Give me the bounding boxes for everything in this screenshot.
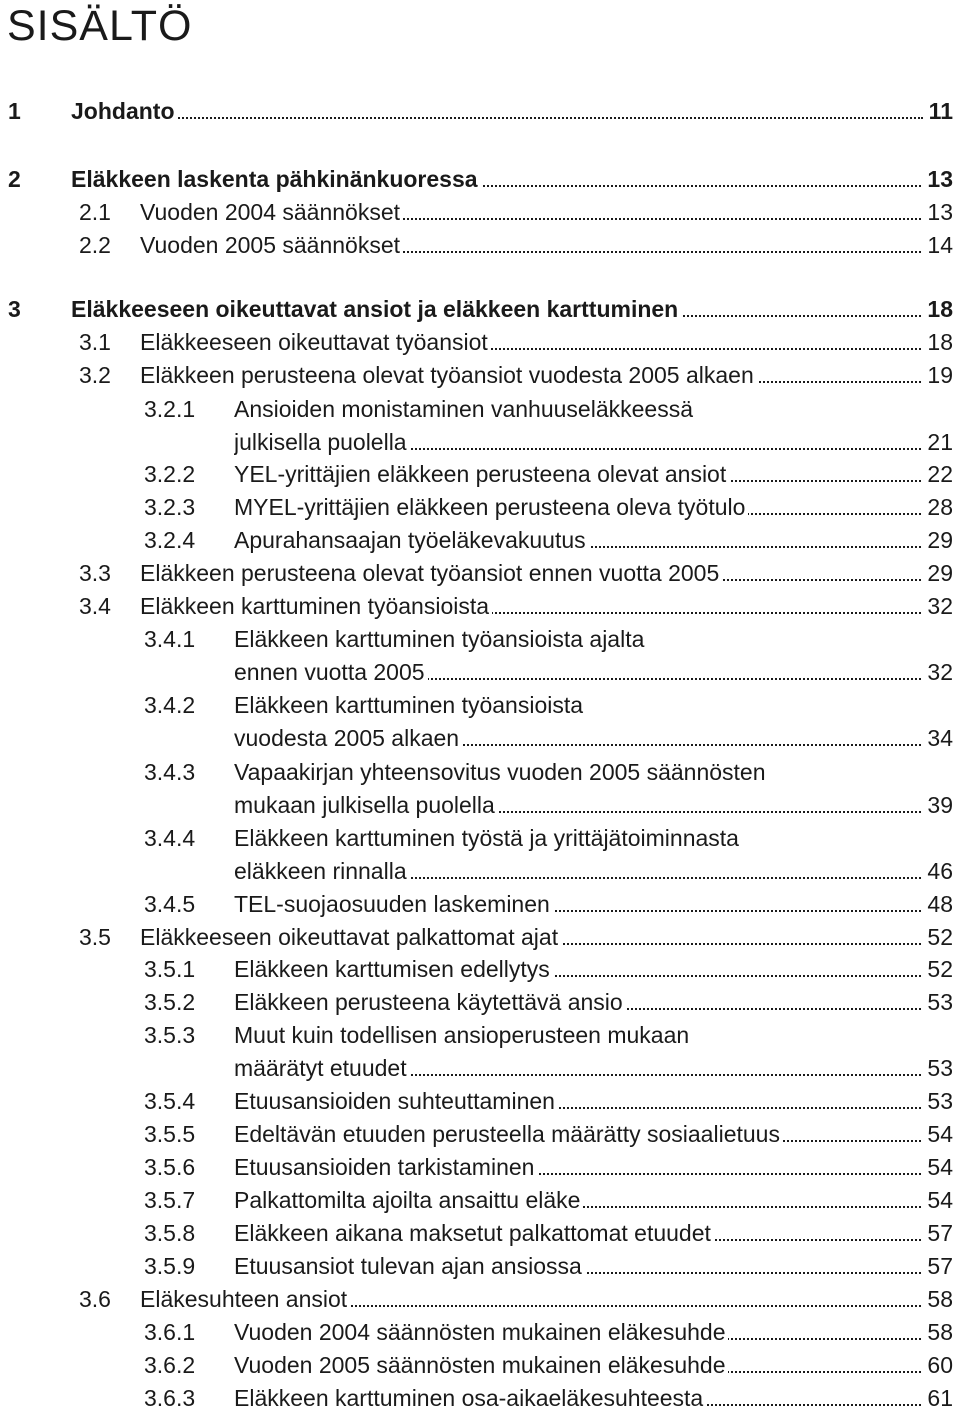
toc-entry <box>0 1217 960 1250</box>
toc-entry <box>0 855 960 888</box>
toc-entry-leader <box>234 524 921 557</box>
toc-entry-leader <box>234 393 696 426</box>
toc-entry <box>0 1085 960 1118</box>
toc-entry-number: 3.4.2 <box>144 692 196 718</box>
toc-entry <box>0 524 960 557</box>
toc-entry-title: TEL-suojaosuuden laskeminen <box>234 891 553 917</box>
toc-entry-leader <box>234 953 921 986</box>
toc-entry <box>0 196 960 229</box>
toc-entry-page: 32 <box>923 590 953 623</box>
toc-entry <box>0 1052 960 1085</box>
toc-entry <box>0 1151 960 1184</box>
toc-entry-leader <box>234 722 921 755</box>
toc-entry-title: eläkkeen rinnalla <box>234 858 410 884</box>
toc-entry-leader <box>71 95 923 128</box>
toc-entry-number: 3.5.3 <box>144 1022 196 1048</box>
toc-entry-page: 53 <box>923 1052 953 1085</box>
toc-entry-page: 57 <box>923 1250 953 1283</box>
toc-entry-leader <box>234 1052 921 1085</box>
dot-leader <box>71 117 923 119</box>
toc-entry-number: 3.2.1 <box>144 396 196 422</box>
toc-entry <box>0 656 960 689</box>
toc-entry-number: 3.3 <box>79 560 111 586</box>
toc-entry-page: 29 <box>923 524 953 557</box>
toc-entry <box>0 393 960 426</box>
toc-entry-leader <box>140 921 921 954</box>
toc-entry-number: 3.2 <box>79 362 111 388</box>
toc-entry-title: Eläkkeen karttuminen työansioista <box>234 692 586 718</box>
toc-entry-title: mukaan julkisella puolella <box>234 792 498 818</box>
toc-entry-page: 54 <box>923 1184 953 1217</box>
toc-entry-leader <box>140 557 921 590</box>
toc-entry-title: Vuoden 2005 säännökset <box>140 232 403 258</box>
toc-entry-leader <box>234 1151 921 1184</box>
toc-entry-page: 18 <box>923 293 953 326</box>
toc-entry-page: 29 <box>923 557 953 590</box>
toc-entry-number: 2 <box>8 166 21 192</box>
toc-entry-leader <box>140 1283 921 1316</box>
toc-entry-leader <box>234 458 921 491</box>
toc-entry-page: 52 <box>923 953 953 986</box>
toc-entry-leader <box>234 888 921 921</box>
toc-entry <box>0 722 960 755</box>
toc-entry-title: MYEL-yrittäjien eläkkeen perusteena oleva työtulo <box>234 494 748 520</box>
toc-entry-title: Etuusansioiden suhteuttaminen <box>234 1088 558 1114</box>
toc-entry-leader <box>71 293 921 326</box>
toc-entry <box>0 229 960 262</box>
page-title: SISÄLTÖ <box>7 2 193 50</box>
toc-entry-title: vuodesta 2005 alkaen <box>234 725 462 751</box>
toc-entry <box>0 1250 960 1283</box>
toc-entry-leader <box>234 756 769 789</box>
toc-entry-title: Eläkkeen laskenta pähkinänkuoressa <box>71 166 481 192</box>
toc-entry-title: Eläkkeen perusteena olevat työansiot vuodesta 2005 alkaen <box>140 362 757 388</box>
toc-entry <box>0 326 960 359</box>
toc-entry-number: 3.6.2 <box>144 1352 196 1378</box>
toc-entry <box>0 1019 960 1052</box>
toc-entry-page: 52 <box>923 921 953 954</box>
toc-entry-leader <box>234 1184 921 1217</box>
toc-entry-title: Vuoden 2004 säännösten mukainen eläkesuhde <box>234 1319 728 1345</box>
toc-entry <box>0 1283 960 1316</box>
toc-entry-title: Etuusansioiden tarkistaminen <box>234 1154 537 1180</box>
toc-entry-number: 1 <box>8 98 21 124</box>
toc-entry-page: 13 <box>923 196 953 229</box>
toc-entry-number: 3.4.4 <box>144 825 196 851</box>
toc-entry-title: Edeltävän etuuden perusteella määrätty sosiaalietuus <box>234 1121 783 1147</box>
toc-entry-title: Eläkkeen karttumisen edellytys <box>234 956 553 982</box>
toc-entry <box>0 1349 960 1382</box>
toc-entry-page: 13 <box>923 163 953 196</box>
toc-entry <box>0 426 960 459</box>
toc-entry <box>0 458 960 491</box>
toc-entry-page: 28 <box>923 491 953 524</box>
toc-entry-page: 57 <box>923 1217 953 1250</box>
toc-entry-title: Etuusansiot tulevan ajan ansiossa <box>234 1253 585 1279</box>
toc-entry-leader <box>234 1118 921 1151</box>
toc-entry <box>0 359 960 392</box>
toc-entry-title: Eläkkeeseen oikeuttavat palkattomat ajat <box>140 924 561 950</box>
toc-entry <box>0 888 960 921</box>
toc-entry-page: 32 <box>923 656 953 689</box>
toc-entry <box>0 95 960 128</box>
toc-entry <box>0 623 960 656</box>
toc-entry-page: 54 <box>923 1151 953 1184</box>
toc-entry-title: Palkattomilta ajoilta ansaittu eläke <box>234 1187 583 1213</box>
toc-entry-title: Ansioiden monistaminen vanhuuseläkkeessä <box>234 396 696 422</box>
toc-entry-number: 3.5.7 <box>144 1187 196 1213</box>
toc-entry-title: Eläkkeeseen oikeuttavat ansiot ja eläkkeen karttuminen <box>71 296 681 322</box>
toc-entry-leader <box>234 1349 921 1382</box>
toc-entry-number: 3.2.3 <box>144 494 196 520</box>
toc-entry <box>0 590 960 623</box>
toc-entry-leader <box>71 163 921 196</box>
toc-entry-title: Vapaakirjan yhteensovitus vuoden 2005 säännösten <box>234 759 769 785</box>
toc-entry-title: Eläkkeen perusteena olevat työansiot ennen vuotta 2005 <box>140 560 722 586</box>
toc-entry-leader <box>140 590 921 623</box>
toc-entry-page: 14 <box>923 229 953 262</box>
toc-entry-page: 58 <box>923 1283 953 1316</box>
toc-entry-page: 46 <box>923 855 953 888</box>
toc-entry-page: 11 <box>925 95 953 128</box>
toc-entry-number: 3.6.3 <box>144 1385 196 1411</box>
toc-entry-leader <box>140 326 921 359</box>
toc-entry-page: 21 <box>923 426 953 459</box>
toc-entry-leader <box>140 196 921 229</box>
toc-entry-title: ennen vuotta 2005 <box>234 659 428 685</box>
toc-entry-title: Eläkkeen aikana maksetut palkattomat etuudet <box>234 1220 714 1246</box>
toc-entry-title: Vuoden 2005 säännösten mukainen eläkesuhde <box>234 1352 728 1378</box>
toc-entry-leader <box>234 656 921 689</box>
toc-entry-leader <box>234 1085 921 1118</box>
toc-entry-number: 3.5.9 <box>144 1253 196 1279</box>
toc-entry-leader <box>140 229 921 262</box>
toc-entry-number: 3.5.1 <box>144 956 196 982</box>
toc-entry-title: Eläkkeen karttuminen osa-aikaeläkesuhteesta <box>234 1385 706 1411</box>
toc-entry-page: 58 <box>923 1316 953 1349</box>
toc-entry-page: 48 <box>923 888 953 921</box>
toc-entry-leader <box>234 426 921 459</box>
toc-entry-number: 3.4.5 <box>144 891 196 917</box>
toc-entry-title: Eläkkeen karttuminen työstä ja yrittäjätoiminnasta <box>234 825 742 851</box>
toc-entry-leader <box>234 789 921 822</box>
toc-entry-page: 19 <box>923 359 953 392</box>
toc-entry-leader <box>234 1382 921 1415</box>
toc-entry <box>0 756 960 789</box>
toc-entry-number: 3.5.4 <box>144 1088 196 1114</box>
toc-entry-number: 3.4.3 <box>144 759 196 785</box>
toc-entry-number: 3.5.8 <box>144 1220 196 1246</box>
toc-entry-page: 54 <box>923 1118 953 1151</box>
toc-entry <box>0 822 960 855</box>
toc-entry-title: YEL-yrittäjien eläkkeen perusteena olevat ansiot <box>234 461 729 487</box>
toc-entry-number: 2.2 <box>79 232 111 258</box>
toc-entry-title: Muut kuin todellisen ansioperusteen mukaan <box>234 1022 692 1048</box>
toc-entry <box>0 1316 960 1349</box>
toc-entry <box>0 689 960 722</box>
toc-entry-leader <box>234 1316 921 1349</box>
toc-entry <box>0 293 960 326</box>
toc-entry-number: 3.5 <box>79 924 111 950</box>
toc-entry-title: Apurahansaajan työeläkevakuutus <box>234 527 589 553</box>
toc-entry <box>0 953 960 986</box>
toc-entry <box>0 491 960 524</box>
toc-entry-title: Eläkkeen karttuminen työansioista ajalta <box>234 626 647 652</box>
toc-entry-page: 18 <box>923 326 953 359</box>
toc-entry-number: 2.1 <box>79 199 111 225</box>
toc-entry-leader <box>140 359 921 392</box>
toc-entry-number: 3.5.2 <box>144 989 196 1015</box>
toc-entry-page: 34 <box>923 722 953 755</box>
toc-entry-number: 3.4 <box>79 593 111 619</box>
toc-entry-page: 61 <box>923 1382 953 1415</box>
toc-entry-page: 53 <box>923 1085 953 1118</box>
toc-entry <box>0 921 960 954</box>
toc-entry <box>0 789 960 822</box>
toc-entry-leader <box>234 986 921 1019</box>
toc-entry-number: 3.2.2 <box>144 461 196 487</box>
toc-entry-title: Vuoden 2004 säännökset <box>140 199 403 225</box>
toc-entry-page: 22 <box>923 458 953 491</box>
toc-entry-page: 39 <box>923 789 953 822</box>
toc-entry-number: 3.5.6 <box>144 1154 196 1180</box>
toc-entry <box>0 163 960 196</box>
toc-entry-leader <box>234 1217 921 1250</box>
toc-entry-title: määrätyt etuudet <box>234 1055 410 1081</box>
toc-entry-number: 3.5.5 <box>144 1121 196 1147</box>
toc-entry-title: julkisella puolella <box>234 429 410 455</box>
toc-entry-leader <box>234 855 921 888</box>
toc-entry-leader <box>234 1019 692 1052</box>
toc-entry <box>0 1118 960 1151</box>
toc-entry-leader <box>234 491 921 524</box>
toc-entry-leader <box>234 689 586 722</box>
toc-entry-number: 3 <box>8 296 21 322</box>
toc-entry <box>0 986 960 1019</box>
toc-entry <box>0 557 960 590</box>
toc-entry-title: Johdanto <box>71 98 178 124</box>
toc-entry-number: 3.1 <box>79 329 111 355</box>
toc-entry-title: Eläkkeen perusteena käytettävä ansio <box>234 989 626 1015</box>
toc-entry-title: Eläkesuhteen ansiot <box>140 1286 350 1312</box>
toc-entry-leader <box>234 1250 921 1283</box>
toc-entry-leader <box>234 822 742 855</box>
toc-entry-page: 53 <box>923 986 953 1019</box>
toc-entry <box>0 1382 960 1415</box>
toc-entry-page: 60 <box>923 1349 953 1382</box>
toc-entry <box>0 1184 960 1217</box>
toc-entry-leader <box>234 623 647 656</box>
toc-entry-number: 3.2.4 <box>144 527 196 553</box>
toc-entry-number: 3.6.1 <box>144 1319 196 1345</box>
toc-entry-number: 3.4.1 <box>144 626 196 652</box>
toc-entry-title: Eläkkeen karttuminen työansioista <box>140 593 492 619</box>
toc-entry-number: 3.6 <box>79 1286 111 1312</box>
toc-entry-title: Eläkkeeseen oikeuttavat työansiot <box>140 329 491 355</box>
